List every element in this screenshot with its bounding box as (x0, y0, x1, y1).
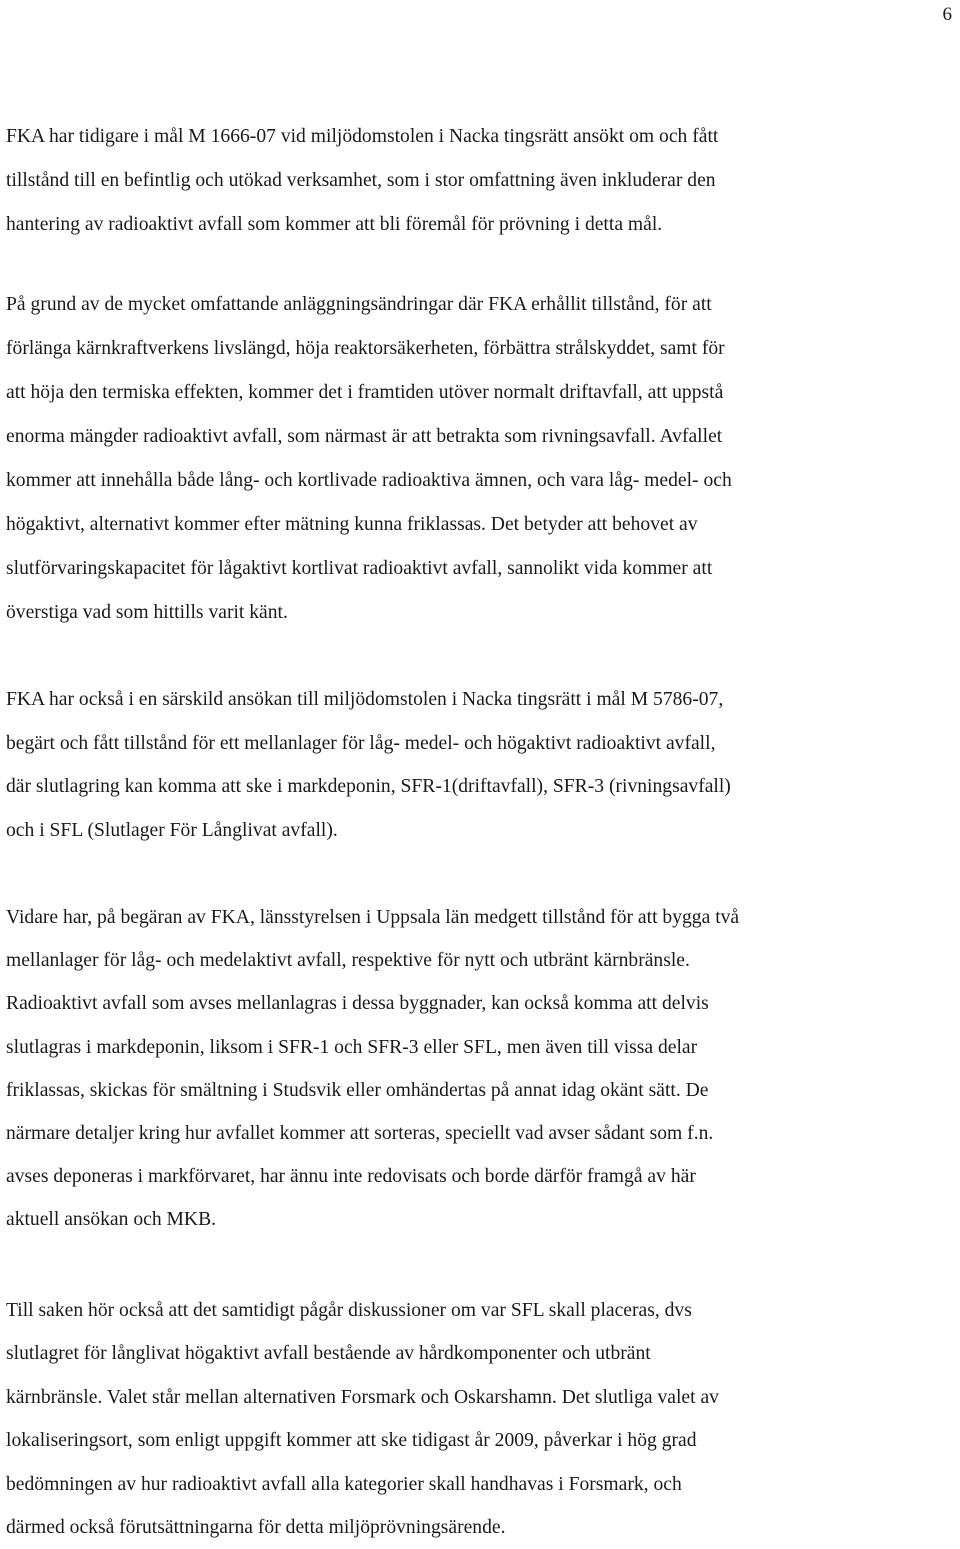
paragraph-line: slutlagret för långlivat högaktivt avfall bestående av hårdkomponenter och utbränt (6, 1343, 651, 1365)
paragraph-line: mellanlager för låg- och medelaktivt avfall, respektive för nytt och utbränt kärnbränsle. (6, 950, 690, 972)
paragraph-line: kommer att innehålla både lång- och kortlivade radioaktiva ämnen, och vara låg- medel- och (6, 470, 732, 491)
paragraph-line: tillstånd till en befintlig och utökad verksamhet, som i stor omfattning även inkluderar den (6, 170, 716, 191)
paragraph-4 (6, 896, 958, 1242)
paragraph-line: högaktivt, alternativt kommer efter mätning kunna friklassas. Det betyder att behovet av (6, 514, 698, 535)
paragraph-line: lokaliseringsort, som enligt uppgift kommer att ske tidigast år 2009, påverkar i hög grad (6, 1430, 697, 1452)
paragraph-line: därmed också förutsättningarna för detta miljöprövningsärende. (6, 1517, 506, 1539)
paragraph-line: kärnbränsle. Valet står mellan alternativen Forsmark och Oskarshamn. Det slutliga valet av (6, 1386, 719, 1408)
paragraph-line: FKA har tidigare i mål M 1666-07 vid miljödomstolen i Nacka tingsrätt ansökt om och fått (6, 126, 719, 147)
paragraph-line: slutlagras i markdeponin, liksom i SFR-1 och SFR-3 eller SFL, men även till vissa delar (6, 1036, 698, 1058)
paragraph-2 (6, 283, 958, 635)
paragraph-line: Vidare har, på begäran av FKA, länsstyrelsen i Uppsala län medgett tillstånd för att bygga två (6, 907, 740, 928)
paragraph-line: aktuell ansökan och MKB. (6, 1209, 217, 1231)
paragraph-line: Radioaktivt avfall som avses mellanlagras i dessa byggnader, kan också komma att delvis (6, 993, 709, 1015)
paragraph-line: Till saken hör också att det samtidigt pågår diskussioner om var SFL skall placeras, dvs (6, 1300, 692, 1321)
paragraph-line: och i SFL (Slutlager För Långlivat avfall). (6, 819, 338, 841)
paragraph-5 (6, 1289, 958, 1549)
paragraph-1 (6, 115, 958, 247)
paragraph-line: avses deponeras i markförvaret, har ännu inte redovisats och borde därför framgå av här (6, 1166, 696, 1188)
paragraph-line: friklassas, skickas för smältning i Studsvik eller omhändertas på annat idag okänt sätt. De (6, 1079, 709, 1101)
paragraph-3 (6, 678, 958, 852)
paragraph-line: FKA har också i en särskild ansökan till miljödomstolen i Nacka tingsrätt i mål M 5786-07, (6, 689, 724, 710)
paragraph-line: hantering av radioaktivt avfall som kommer att bli föremål för prövning i detta mål. (6, 214, 663, 235)
paragraph-line: närmare detaljer kring hur avfallet kommer att sorteras, speciellt vad avser sådant som f.n. (6, 1123, 714, 1145)
paragraph-line: På grund av de mycket omfattande anläggningsändringar där FKA erhållit tillstånd, för att (6, 294, 712, 315)
paragraph-line: överstiga vad som hittills varit känt. (6, 602, 288, 623)
paragraph-line: förlänga kärnkraftverkens livslängd, höja reaktorsäkerheten, förbättra strålskyddet, samt för (6, 338, 725, 359)
page-number: 6 (942, 4, 952, 25)
paragraph-line: begärt och fått tillstånd för ett mellanlager för låg- medel- och högaktivt radioaktivt avfall, (6, 732, 716, 754)
paragraph-line: slutförvaringskapacitet för lågaktivt kortlivat radioaktivt avfall, sannolikt vida kommer att (6, 558, 713, 579)
paragraph-line: enorma mängder radioaktivt avfall, som närmast är att betrakta som rivningsavfall. Avfallet (6, 426, 723, 447)
paragraph-line: att höja den termiska effekten, kommer det i framtiden utöver normalt driftavfall, att uppstå (6, 382, 724, 403)
paragraph-line: bedömningen av hur radioaktivt avfall alla kategorier skall handhavas i Forsmark, och (6, 1473, 682, 1495)
paragraph-line: där slutlagring kan komma att ske i markdeponin, SFR-1(driftavfall), SFR-3 (rivningsavfall) (6, 776, 731, 797)
